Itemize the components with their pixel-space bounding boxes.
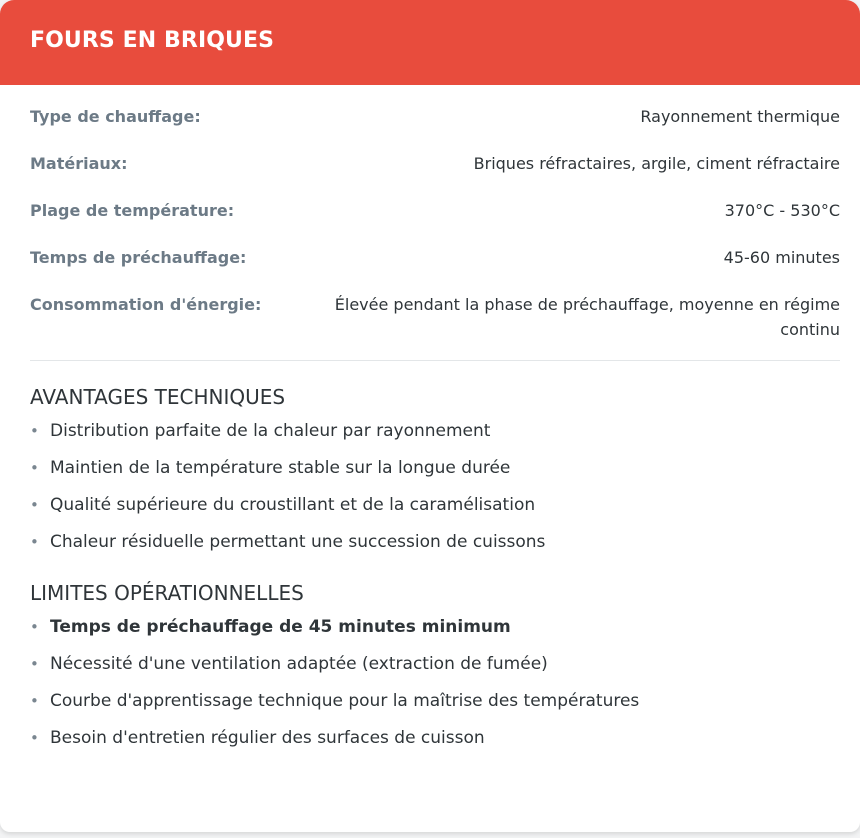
list-item-text: Chaleur résiduelle permettant une succession de cuissons — [50, 532, 546, 552]
spec-label: Matériaux: — [30, 154, 128, 173]
list-item — [30, 689, 840, 714]
advantages-list — [30, 419, 840, 555]
spec-row-temperature-range — [30, 198, 840, 223]
list-item — [30, 419, 840, 444]
spec-label: Plage de température: — [30, 201, 235, 220]
spec-value: Briques réfractaires, argile, ciment réfractaire — [473, 154, 840, 173]
bullet-icon: • — [30, 533, 39, 551]
card-title: FOURS EN BRIQUES — [30, 28, 275, 53]
list-item-text: Temps de préchauffage de 45 minutes minimum — [50, 617, 511, 637]
advantages-title: AVANTAGES TECHNIQUES — [30, 385, 286, 409]
list-item-text: Courbe d'apprentissage technique pour la maîtrise des températures — [50, 691, 640, 711]
spec-row-energy-consumption — [30, 292, 840, 342]
bullet-icon: • — [30, 459, 39, 477]
list-item — [30, 530, 840, 555]
limits-list — [30, 615, 840, 751]
bullet-icon: • — [30, 422, 39, 440]
bullet-icon: • — [30, 692, 39, 710]
list-item — [30, 493, 840, 518]
section-divider — [30, 360, 840, 361]
list-item-text: Distribution parfaite de la chaleur par rayonnement — [50, 421, 491, 441]
list-item — [30, 652, 840, 677]
bullet-icon: • — [30, 655, 39, 673]
limits-title: LIMITES OPÉRATIONNELLES — [30, 581, 304, 605]
list-item-text: Qualité supérieure du croustillant et de la caramélisation — [50, 495, 536, 515]
card-header — [0, 0, 860, 85]
spec-value: 45-60 minutes — [723, 248, 840, 267]
list-item-text: Besoin d'entretien régulier des surfaces de cuisson — [50, 728, 485, 748]
bullet-icon: • — [30, 729, 39, 747]
list-item-text: Nécessité d'une ventilation adaptée (extraction de fumée) — [50, 654, 548, 674]
list-item — [30, 726, 840, 751]
spec-value: Rayonnement thermique — [640, 107, 840, 126]
spec-table — [30, 104, 840, 342]
spec-label: Consommation d'énergie: — [30, 295, 262, 314]
bullet-icon: • — [30, 496, 39, 514]
list-item — [30, 615, 840, 640]
spec-row-materials — [30, 151, 840, 176]
list-item — [30, 456, 840, 481]
spec-label: Type de chauffage: — [30, 107, 201, 126]
card-body — [0, 85, 860, 751]
bullet-icon: • — [30, 618, 39, 636]
spec-value: Élevée pendant la phase de préchauffage, moyenne en régime continu — [334, 295, 840, 339]
list-item-text: Maintien de la température stable sur la longue durée — [50, 458, 511, 478]
spec-label: Temps de préchauffage: — [30, 248, 247, 267]
spec-row-heating-type — [30, 104, 840, 129]
spec-row-preheat-time — [30, 245, 840, 270]
spec-value: 370°C - 530°C — [724, 201, 840, 220]
